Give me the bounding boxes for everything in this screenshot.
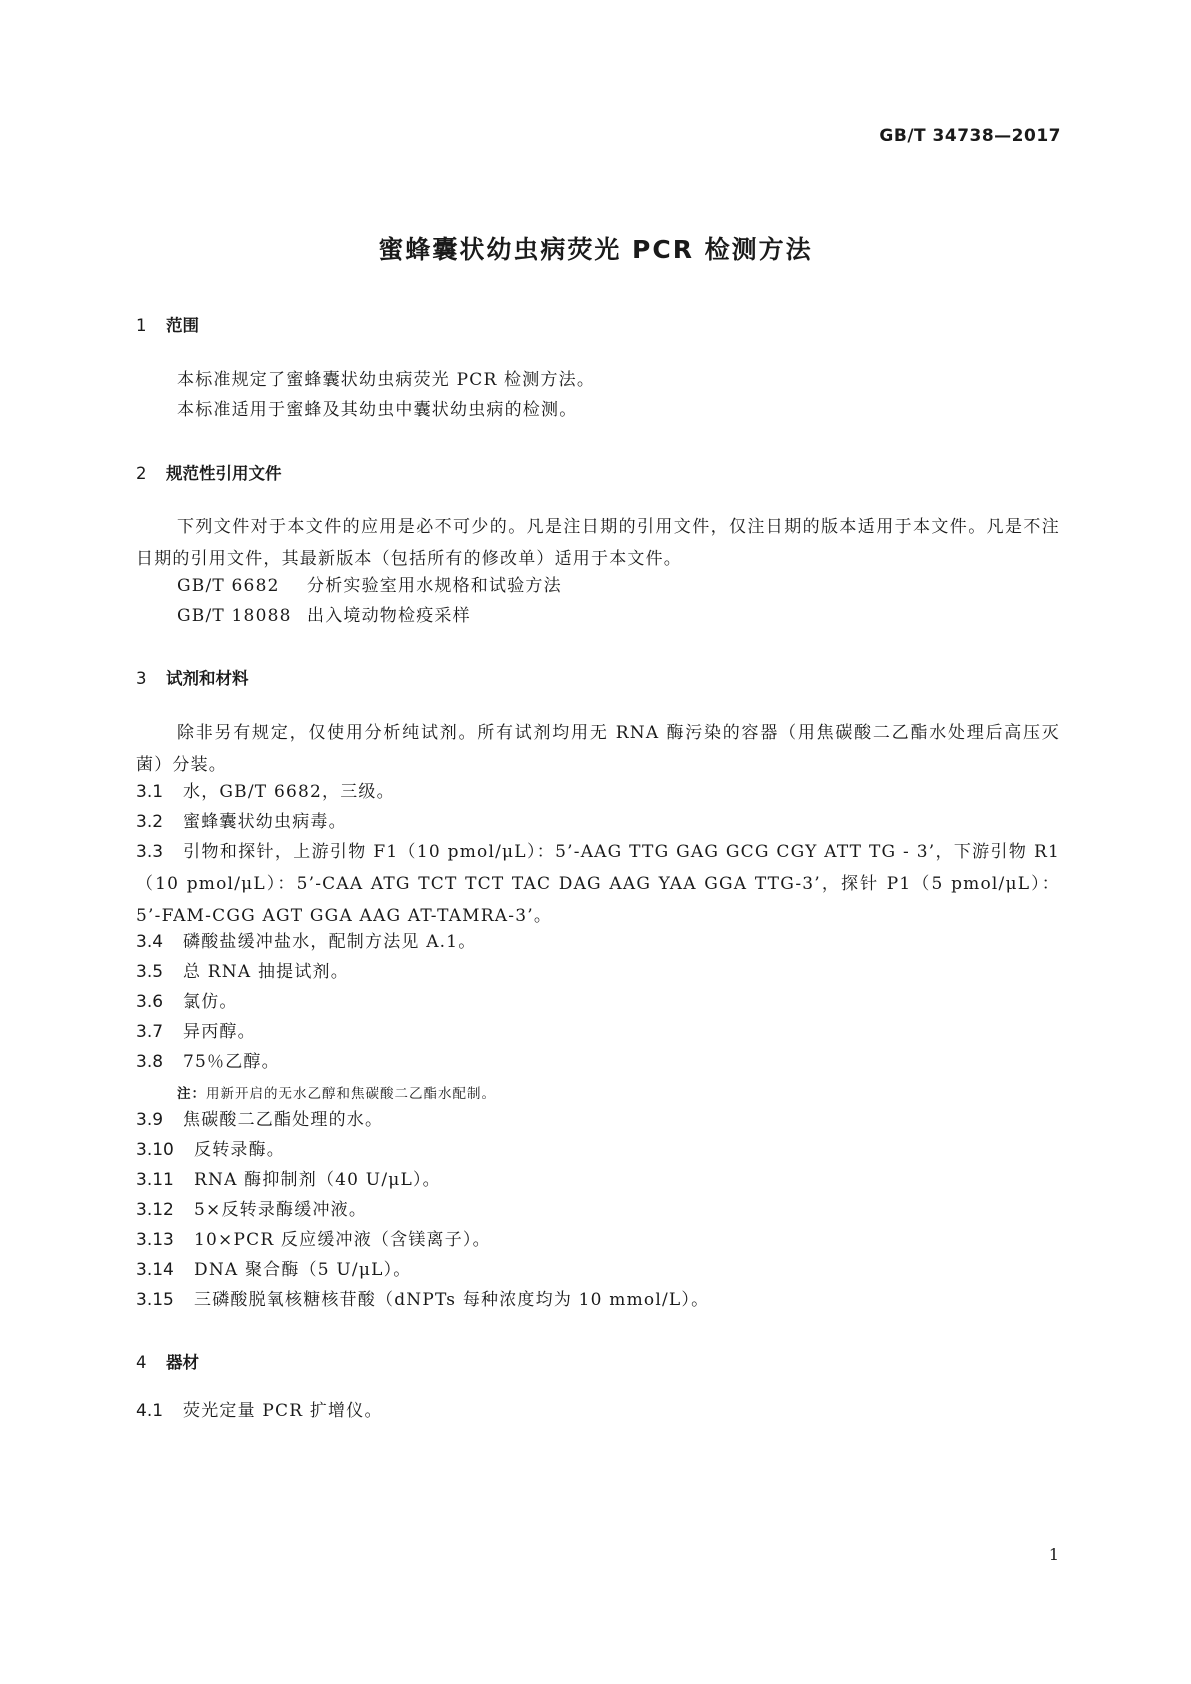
- item-text: 总 RNA 抽提试剂。: [183, 962, 349, 982]
- scope-paragraph-2: 本标准适用于蜜蜂及其幼虫中囊状幼虫病的检测。: [177, 400, 578, 420]
- list-item: [136, 1164, 1060, 1196]
- page-number: 1: [1048, 1545, 1059, 1564]
- item-text: DNA 聚合酶（5 U/μL）。: [194, 1260, 412, 1280]
- item-number: 3.10: [136, 1140, 174, 1160]
- item-text: 10×PCR 反应缓冲液（含镁离子）。: [194, 1230, 491, 1250]
- list-item: [136, 1046, 1060, 1078]
- reagents-intro: 除非另有规定，仅使用分析纯试剂。所有试剂均用无 RNA 酶污染的容器（用焦碳酸二乙酯水处理后高压灭菌）分装。: [136, 723, 1060, 775]
- reference-item: [177, 600, 471, 632]
- item-number: 3.8: [136, 1052, 164, 1072]
- section-heading-normative-references: [136, 460, 282, 484]
- item-number: 3.15: [136, 1290, 174, 1310]
- item-number: 3.6: [136, 992, 164, 1012]
- scope-paragraph-1: 本标准规定了蜜蜂囊状幼虫病荧光 PCR 检测方法。: [177, 370, 596, 390]
- reference-name: 分析实验室用水规格和试验方法: [307, 576, 562, 596]
- section-number: 1: [136, 316, 147, 335]
- list-item: [136, 926, 1060, 958]
- section-title: 规范性引用文件: [166, 464, 282, 483]
- item-number: 3.4: [136, 932, 164, 952]
- list-item: [136, 1134, 1060, 1166]
- section-heading-equipment: [136, 1349, 199, 1373]
- item-text: 三磷酸脱氧核糖核苷酸（dNPTs 每种浓度均为 10 mmol/L）。: [194, 1290, 710, 1310]
- list-item: [136, 1016, 1060, 1048]
- item-number: 3.13: [136, 1230, 174, 1250]
- item-number: 3.7: [136, 1022, 164, 1042]
- item-text: 蜜蜂囊状幼虫病毒。: [183, 812, 347, 832]
- item-text: 异丙醇。: [183, 1022, 256, 1042]
- item-number: 3.14: [136, 1260, 174, 1280]
- item-number: 3.2: [136, 812, 164, 832]
- item-text: 5×反转录酶缓冲液。: [194, 1200, 368, 1220]
- section-heading-reagents: [136, 665, 249, 689]
- list-item: [136, 986, 1060, 1018]
- standard-code: GB/T 34738—2017: [879, 126, 1061, 146]
- section-number: 3: [136, 669, 147, 688]
- document-title: 蜜蜂囊状幼虫病荧光 PCR 检测方法: [378, 235, 813, 264]
- reference-code: GB/T 18088: [177, 606, 292, 626]
- item-text: 引物和探针，上游引物 F1（10 pmol/μL）：5’-AAG TTG GAG GCG CGY ATT TG - 3’，下游引物 R1（10 pmol/μL）：5’-CAA ATG TCT TCT TAC DAG AAG YAA GGA TTG-3’，探针 P1（5 pmol/μL）：5’-FAM-CGG AGT GGA AAG AT-TAMRA-3’。: [136, 842, 1060, 926]
- item-number: 3.3: [136, 842, 164, 862]
- note-text: 用新开启的无水乙醇和焦碳酸二乙酯水配制。: [206, 1086, 496, 1102]
- list-item: [136, 776, 1060, 808]
- item-number: 3.5: [136, 962, 164, 982]
- item-text: 75％乙醇。: [183, 1052, 280, 1072]
- item-text: 焦碳酸二乙酯处理的水。: [183, 1110, 384, 1130]
- note-label: 注：: [177, 1086, 206, 1102]
- section-title: 范围: [166, 316, 199, 335]
- references-intro: 下列文件对于本文件的应用是必不可少的。凡是注日期的引用文件，仅注日期的版本适用于本文件。凡是不注日期的引用文件，其最新版本（包括所有的修改单）适用于本文件。: [136, 517, 1060, 569]
- item-text: 反转录酶。: [194, 1140, 285, 1160]
- list-item: [136, 836, 1060, 932]
- item-number: 4.1: [136, 1401, 164, 1421]
- list-item: [136, 956, 1060, 988]
- item-number: 3.1: [136, 782, 164, 802]
- list-item: [136, 1224, 1060, 1256]
- list-item: [136, 1104, 1060, 1136]
- section-heading-scope: [136, 312, 199, 336]
- item-text: 水，GB/T 6682，三级。: [183, 782, 395, 802]
- section-title: 试剂和材料: [166, 669, 249, 688]
- item-text: 荧光定量 PCR 扩增仪。: [183, 1401, 383, 1421]
- item-text: 磷酸盐缓冲盐水，配制方法见 A.1。: [183, 932, 477, 952]
- item-number: 3.9: [136, 1110, 164, 1130]
- section-number: 4: [136, 1353, 147, 1372]
- note: [177, 1082, 496, 1102]
- list-item: [136, 1194, 1060, 1226]
- reference-item: [177, 570, 562, 602]
- section-title: 器材: [166, 1353, 199, 1372]
- item-text: RNA 酶抑制剂（40 U/μL）。: [194, 1170, 441, 1190]
- list-item: [136, 1254, 1060, 1286]
- list-item: [136, 806, 1060, 838]
- item-number: 3.11: [136, 1170, 174, 1190]
- item-text: 氯仿。: [183, 992, 238, 1012]
- reference-name: 出入境动物检疫采样: [307, 606, 471, 626]
- list-item: [136, 1395, 1060, 1427]
- section-number: 2: [136, 464, 147, 483]
- list-item: [136, 1284, 1060, 1316]
- reference-code: GB/T 6682: [177, 576, 280, 596]
- item-number: 3.12: [136, 1200, 174, 1220]
